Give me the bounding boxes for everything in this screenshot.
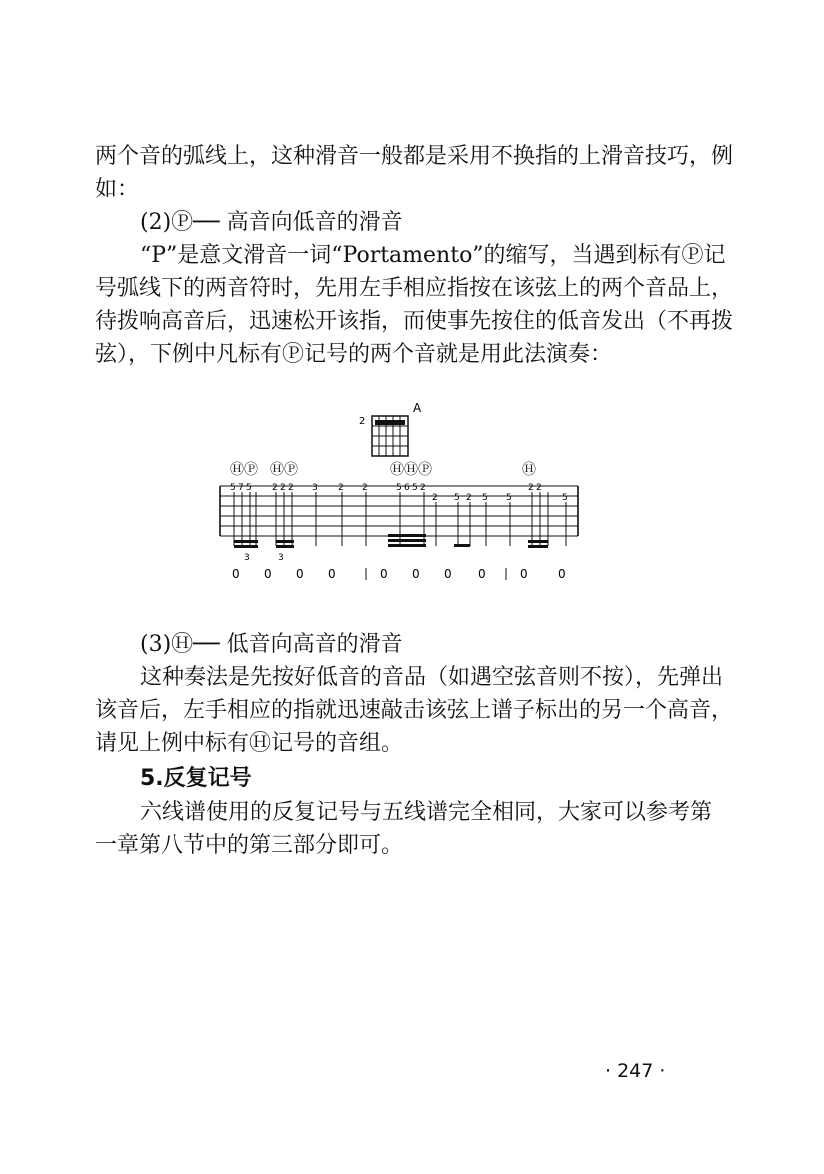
tab-number: 2	[280, 483, 286, 493]
body-text-line: 弦），下例中凡标有Ⓟ记号的两个音就是用此法演奏：	[95, 342, 613, 367]
bottom-numbers	[232, 567, 566, 581]
body-text-line: 这种奏法是先按好低音的音品（如遇空弦音则不按），先弹出	[140, 665, 724, 690]
chord-fret-label: 2	[359, 416, 366, 427]
subheading-portamento: (2)Ⓟ── 高音向低音的滑音	[140, 210, 403, 235]
body-text-line: “P”是意文滑音一词“Portamento”的缩写，当遇到标有Ⓟ记	[140, 243, 726, 268]
bottom-number: 0	[380, 567, 388, 581]
body-text-line: 一章第八节中的第三部分即可。	[95, 833, 404, 858]
tab-number: 3	[312, 483, 318, 493]
tab-number: 2	[362, 483, 368, 493]
body-text-line: 该音后，左手相应的指就迅速敲击该弦上谱子标出的另一个高音，	[95, 698, 734, 723]
body-text-line: 请见上例中标有Ⓗ记号的音组。	[95, 731, 404, 756]
bottom-number: 0	[412, 567, 420, 581]
tab-number: 5	[412, 483, 418, 493]
technique-mark: ⒽⓅ	[230, 462, 258, 478]
page-number: · 247 ·	[605, 1060, 666, 1082]
bottom-number: 0	[520, 567, 528, 581]
chord-name: A	[413, 401, 422, 415]
bottom-number: 0	[558, 567, 566, 581]
tuplet-label: 3	[278, 553, 284, 563]
tab-number: 5	[454, 493, 460, 503]
tab-number: 5	[482, 493, 488, 503]
bottom-number: 0	[478, 567, 486, 581]
bottom-number: 0	[444, 567, 452, 581]
tab-number: 2	[536, 483, 542, 493]
tab-number: 2	[432, 493, 438, 503]
technique-mark: ⒽⓅ	[270, 462, 298, 478]
body-text-line: 如：	[95, 177, 140, 202]
bottom-number: 0	[232, 567, 240, 581]
technique-mark: ⒽⒽⓅ	[390, 462, 432, 478]
tab-number: 2	[466, 493, 472, 503]
barre-mark	[375, 420, 405, 425]
chord-diagram	[359, 401, 422, 456]
tuplet-label: 3	[244, 553, 250, 563]
bottom-number: 0	[296, 567, 304, 581]
tab-number: 5	[562, 493, 568, 503]
body-text-line: 待拨响高音后，迅速松开该指，而使事先按住的低音发出（不再拨	[95, 309, 734, 334]
bottom-number: 0	[264, 567, 272, 581]
body-text-line: 两个音的弧线上，这种滑音一般都是采用不换指的上滑音技巧，例	[95, 144, 734, 169]
section-heading: 5.反复记号	[140, 766, 252, 791]
tab-number: 7	[238, 483, 244, 493]
guitar-tab-figure	[210, 396, 590, 586]
tab-number: 6	[404, 483, 410, 493]
tab-staff	[220, 486, 578, 536]
subheading-hammer-on: (3)Ⓗ── 低音向高音的滑音	[140, 632, 403, 657]
tab-number: 2	[528, 483, 534, 493]
note-stems	[234, 492, 566, 546]
technique-mark: Ⓗ	[522, 462, 536, 478]
tab-number: 2	[338, 483, 344, 493]
tab-number: 2	[272, 483, 278, 493]
body-text-line: 号弧线下的两音符时，先用左手相应指按在该弦上的两个音品上，	[95, 276, 734, 301]
tab-number: 2	[420, 483, 426, 493]
tab-number: 5	[396, 483, 402, 493]
tab-number: 5	[246, 483, 252, 493]
body-text-line: 六线谱使用的反复记号与五线谱完全相同，大家可以参考第	[140, 800, 713, 825]
tab-number: 2	[288, 483, 294, 493]
bottom-number: 0	[328, 567, 336, 581]
tab-number: 5	[506, 493, 512, 503]
tab-number: 5	[230, 483, 236, 493]
